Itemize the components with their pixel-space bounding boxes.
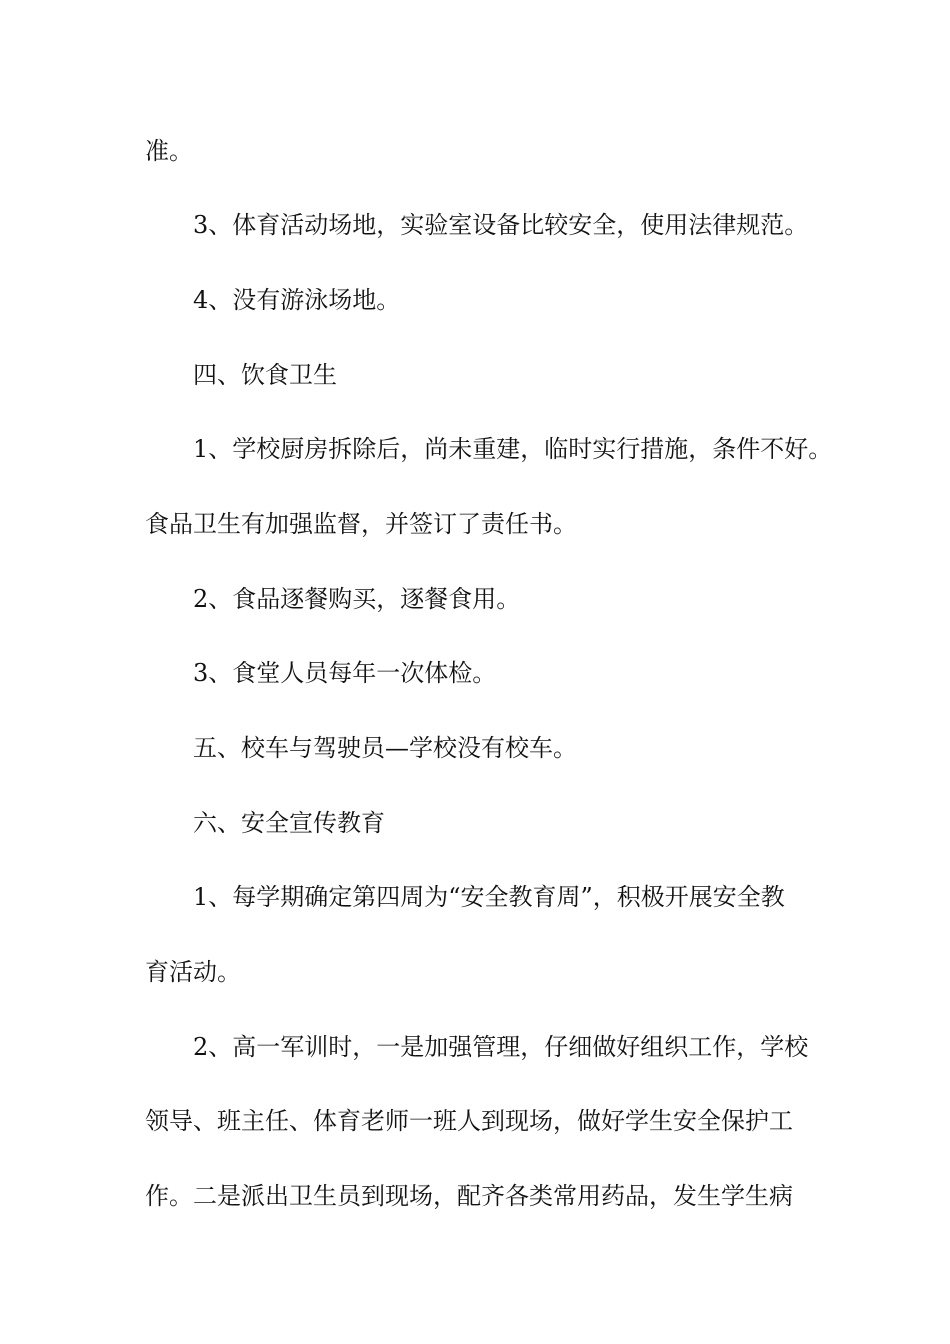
text-line: 准。 xyxy=(145,137,193,165)
text-line: 3、体育活动场地，实验室设备比较安全，使用法律规范。 xyxy=(193,211,809,239)
text-line: 4、没有游泳场地。 xyxy=(193,286,401,314)
text-line: 作。二是派出卫生员到现场，配齐各类常用药品，发生学生病 xyxy=(145,1182,793,1210)
section-heading: 四、饮食卫生 xyxy=(193,361,337,389)
text-line: 2、食品逐餐购买，逐餐食用。 xyxy=(193,585,521,613)
text-line: 1、每学期确定第四周为“安全教育周”，积极开展安全教 xyxy=(193,883,785,911)
text-line: 领导、班主任、体育老师一班人到现场，做好学生安全保护工 xyxy=(145,1107,793,1135)
text-line: 1、学校厨房拆除后，尚未重建，临时实行措施，条件不好。 xyxy=(193,435,833,463)
text-line: 育活动。 xyxy=(145,958,241,986)
section-heading: 五、校车与驾驶员—学校没有校车。 xyxy=(193,734,577,762)
text-line: 食品卫生有加强监督，并签订了责任书。 xyxy=(145,510,577,538)
section-heading: 六、安全宣传教育 xyxy=(193,809,385,837)
text-line: 2、高一军训时，一是加强管理，仔细做好组织工作，学校 xyxy=(193,1033,809,1061)
text-line: 3、食堂人员每年一次体检。 xyxy=(193,659,497,687)
